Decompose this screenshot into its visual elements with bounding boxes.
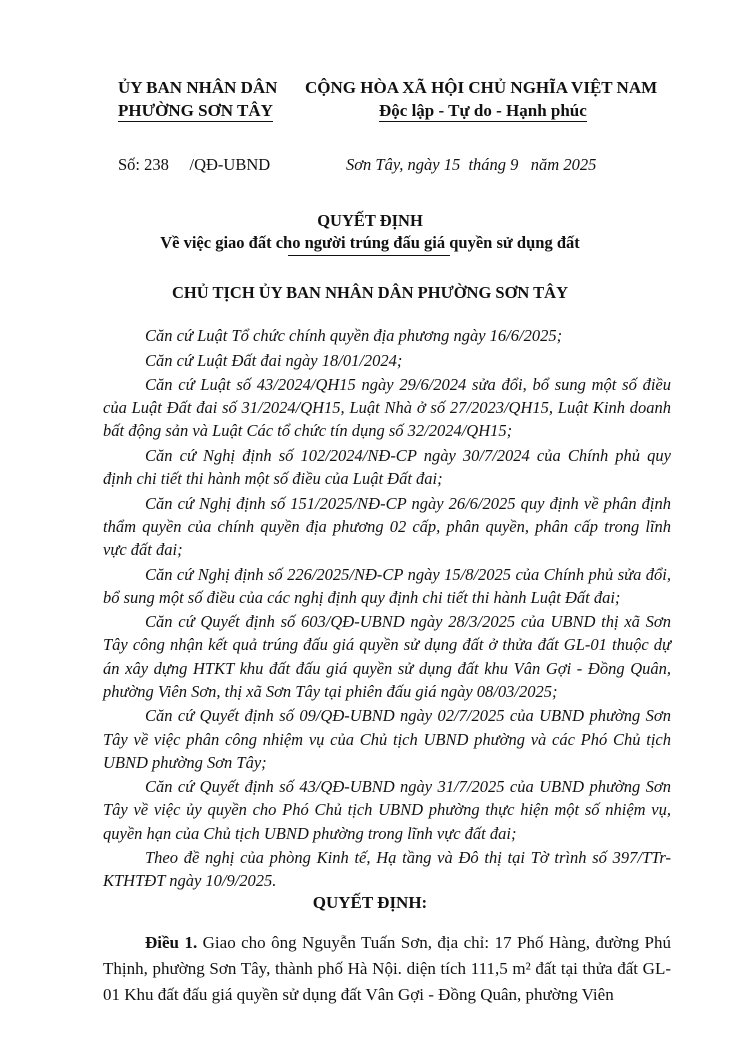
agency-name: ỦY BAN NHÂN DÂN (118, 78, 278, 97)
legal-basis: Căn cứ Luật Tổ chức chính quyền địa phương ngày 16/6/2025; (145, 326, 563, 345)
national-motto-text: Độc lập - Tự do - Hạnh phúc (379, 101, 587, 120)
document-subject: Về việc giao đất cho người trúng đấu giá quyền sử dụng đất (160, 233, 580, 252)
issuing-authority: CHỦ TỊCH ỦY BAN NHÂN DÂN PHƯỜNG SƠN TÂY (171, 283, 569, 302)
decision-heading: QUYẾT ĐỊNH: (312, 893, 428, 912)
article-1-label: Điều 1. (145, 933, 198, 952)
legal-bases (103, 324, 671, 894)
legal-basis: Căn cứ Nghị định số 151/2025/NĐ-CP ngày 26/6/2025 quy định về phân định thẩm quyền của chính quyền địa phương 02 cấp, phân quyền, phân cấp trong lĩnh vực đất đai; (103, 493, 671, 560)
document-title: QUYẾT ĐỊNH (317, 211, 423, 230)
legal-basis: Căn cứ Nghị định số 102/2024/NĐ-CP ngày 30/7/2024 của Chính phủ quy định chi tiết thi hành một số điều của Luật Đất đai; (103, 445, 671, 489)
article-1-text: Giao cho ông Nguyễn Tuấn Sơn, địa chỉ: 17 Phố Hàng, đường Phú Thịnh, phường Sơn Tây, thành phố Hà Nội. diện tích 111,5 m² đất tại thửa đất GL-01 Khu đất đấu giá quyền sử dụng đất Vân Gợi - Đồng Quân, phường Viên (103, 933, 672, 1004)
ward-name-text: PHƯỜNG SƠN TÂY (118, 101, 273, 120)
legal-basis: Căn cứ Quyết định số 43/QĐ-UBND ngày 31/7/2025 của UBND phường Sơn Tây về việc ủy quyền cho Phó Chủ tịch UBND phường thực hiện một số nhiệm vụ, quyền hạn của Chủ tịch UBND phường trong lĩnh vực đất đai; (103, 777, 671, 843)
ward-name (118, 101, 273, 121)
legal-basis: Căn cứ Quyết định số 09/QĐ-UBND ngày 02/7/2025 của UBND phường Sơn Tây về việc phân công nhiệm vụ của Chủ tịch UBND phường và các Phó Chủ tịch UBND phường Sơn Tây; (103, 706, 671, 772)
legal-basis: Căn cứ Luật Đất đai ngày 18/01/2024; (145, 350, 403, 370)
national-title: CỘNG HÒA XÃ HỘI CHỦ NGHĨA VIỆT NAM (305, 78, 658, 97)
legal-basis: Theo đề nghị của phòng Kinh tế, Hạ tầng và Đô thị tại Tờ trình số 397/TTr-KTHTĐT ngày 10/9/2025. (103, 848, 671, 891)
document-number: Số: 238 /QĐ-UBND (118, 155, 271, 174)
title-underline (288, 255, 450, 256)
national-motto (379, 101, 587, 121)
legal-basis: Căn cứ Luật số 43/2024/QH15 ngày 29/6/2024 sửa đổi, bổ sung một số điều của Luật Đất đai số 31/2024/QH15, Luật Nhà ở số 27/2023/QH15, Luật Kinh doanh bất động sản và Luật Các tổ chức tín dụng số 32/2024/QH15; (103, 375, 671, 441)
article-1 (103, 930, 671, 1008)
legal-basis: Căn cứ Quyết định số 603/QĐ-UBND ngày 28/3/2025 của UBND thị xã Sơn Tây công nhận kết quả trúng đấu giá quyền sử dụng đất ở thửa đất GL-01 thuộc dự án xây dựng HTKT khu đất đấu giá quyền sử dụng đất khu Vân Gợi - Đồng Quân, phường Viên Sơn, thị xã Sơn Tây tại phiên đấu giá ngày 08/03/2025; (103, 612, 671, 701)
place-date: Sơn Tây, ngày 15 tháng 9 năm 2025 (346, 155, 597, 174)
legal-basis: Căn cứ Nghị định số 226/2025/NĐ-CP ngày 15/8/2025 của Chính phủ sửa đổi, bổ sung một số điều của các nghị định quy định chi tiết thi hành Luật Đất đai; (103, 564, 671, 607)
